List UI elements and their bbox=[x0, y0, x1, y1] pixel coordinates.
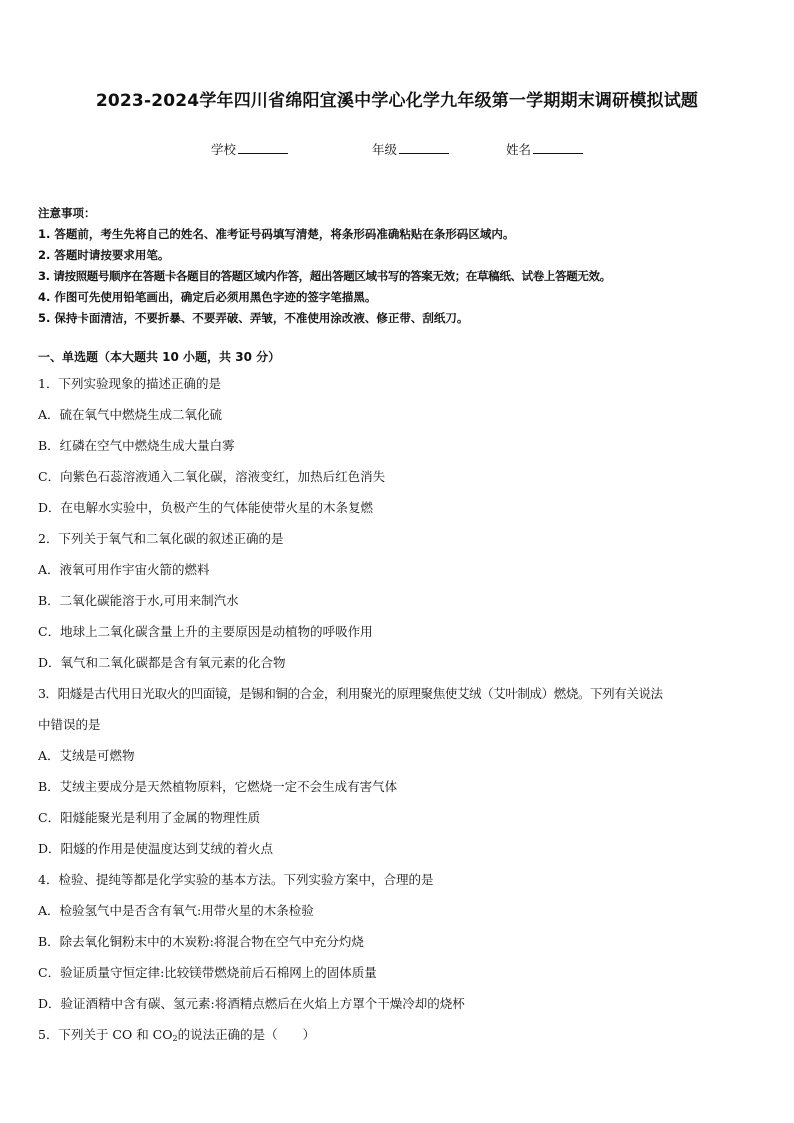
section-heading: 一、单选题（本大题共 10 小题，共 30 分） bbox=[38, 350, 281, 364]
option-d[interactable]: D．验证酒精中含有碳、氢元素:将酒精点燃后在火焰上方罩个干燥冷却的烧杯 bbox=[38, 996, 465, 1011]
name-blank[interactable] bbox=[533, 141, 583, 154]
name-field[interactable] bbox=[506, 140, 583, 158]
question-stem-text: 5．下列关于 CO 和 CO bbox=[38, 1027, 173, 1042]
option-d[interactable]: D．氧气和二氧化碳都是含有氧元素的化合物 bbox=[38, 655, 286, 670]
option-a[interactable]: A．检验氢气中是否含有氧气:用带火星的木条检验 bbox=[38, 903, 314, 918]
note-item: 4. 作图可先使用铅笔画出，确定后必须用黑色字迹的签字笔描黑。 bbox=[38, 290, 377, 304]
question-stem-tail: 的说法正确的是（ ） bbox=[177, 1027, 316, 1042]
notes-heading: 注意事项： bbox=[38, 206, 96, 220]
single-choice-section bbox=[38, 346, 768, 1050]
school-blank[interactable] bbox=[238, 141, 288, 154]
subscript-2: 2 bbox=[172, 1034, 178, 1043]
grade-field[interactable] bbox=[372, 140, 449, 158]
option-a[interactable]: A．艾绒是可燃物 bbox=[38, 748, 135, 763]
option-a[interactable]: A．硫在氧气中燃烧生成二氧化硫 bbox=[38, 407, 223, 422]
name-label: 姓名 bbox=[506, 142, 532, 157]
option-b[interactable]: B．二氧化碳能溶于水,可用来制汽水 bbox=[38, 593, 239, 608]
student-info-fields bbox=[0, 140, 794, 160]
option-a[interactable]: A．液氧可用作宇宙火箭的燃料 bbox=[38, 562, 210, 577]
question-5 bbox=[38, 1019, 768, 1050]
option-c[interactable]: C．地球上二氧化碳含量上升的主要原因是动植物的呼吸作用 bbox=[38, 624, 373, 639]
school-field[interactable] bbox=[211, 140, 288, 158]
option-b[interactable]: B．艾绒主要成分是天然植物原料，它燃烧一定不会生成有害气体 bbox=[38, 779, 398, 794]
question-stem: 2．下列关于氧气和二氧化碳的叙述正确的是 bbox=[38, 531, 284, 546]
option-d[interactable]: D．在电解水实验中，负极产生的气体能使带火星的木条复燃 bbox=[38, 500, 374, 515]
note-item: 1. 答题前，考生先将自己的姓名、准考证号码填写清楚，将条形码准确粘贴在条形码区域内。 bbox=[38, 227, 515, 241]
question-1 bbox=[38, 368, 768, 523]
question-stem-continued: 中错误的是 bbox=[38, 717, 101, 732]
note-item: 5. 保持卡面清洁，不要折暴、不要弄破、弄皱，不准使用涂改液、修正带、刮纸刀。 bbox=[38, 311, 469, 325]
note-item: 2. 答题时请按要求用笔。 bbox=[38, 248, 170, 262]
option-d[interactable]: D．阳燧的作用是使温度达到艾绒的着火点 bbox=[38, 841, 274, 856]
option-b[interactable]: B．红磷在空气中燃烧生成大量白雾 bbox=[38, 438, 235, 453]
grade-label: 年级 bbox=[372, 142, 398, 157]
option-c[interactable]: C．阳燧能聚光是利用了金属的物理性质 bbox=[38, 810, 261, 825]
grade-blank[interactable] bbox=[399, 141, 449, 154]
school-label: 学校 bbox=[211, 142, 237, 157]
question-stem: 4．检验、提纯等都是化学实验的基本方法。下列实验方案中，合理的是 bbox=[38, 872, 434, 887]
question-3 bbox=[38, 678, 768, 864]
option-c[interactable]: C．向紫色石蕊溶液通入二氧化碳，溶液变红，加热后红色消失 bbox=[38, 469, 386, 484]
question-4 bbox=[38, 864, 768, 1019]
option-b[interactable]: B．除去氧化铜粉末中的木炭粉:将混合物在空气中充分灼烧 bbox=[38, 934, 364, 949]
question-stem: 3．阳燧是古代用日光取火的凹面镜，是锡和铜的合金，利用聚光的原理聚焦使艾绒（艾叶制成）燃烧。下列有关说法 bbox=[38, 686, 663, 701]
note-item: 3. 请按照题号顺序在答题卡各题目的答题区域内作答，超出答题区域书写的答案无效；在草稿纸、试卷上答题无效。 bbox=[38, 269, 611, 283]
question-stem: 1．下列实验现象的描述正确的是 bbox=[38, 376, 221, 391]
question-2 bbox=[38, 523, 768, 678]
question-stem bbox=[38, 1019, 768, 1050]
notes-block bbox=[38, 203, 768, 329]
page-title: 2023-2024学年四川省绵阳宜溪中学心化学九年级第一学期期末调研模拟试题 bbox=[95, 91, 699, 111]
option-c[interactable]: C．验证质量守恒定律:比较镁带燃烧前后石棉网上的固体质量 bbox=[38, 965, 377, 980]
